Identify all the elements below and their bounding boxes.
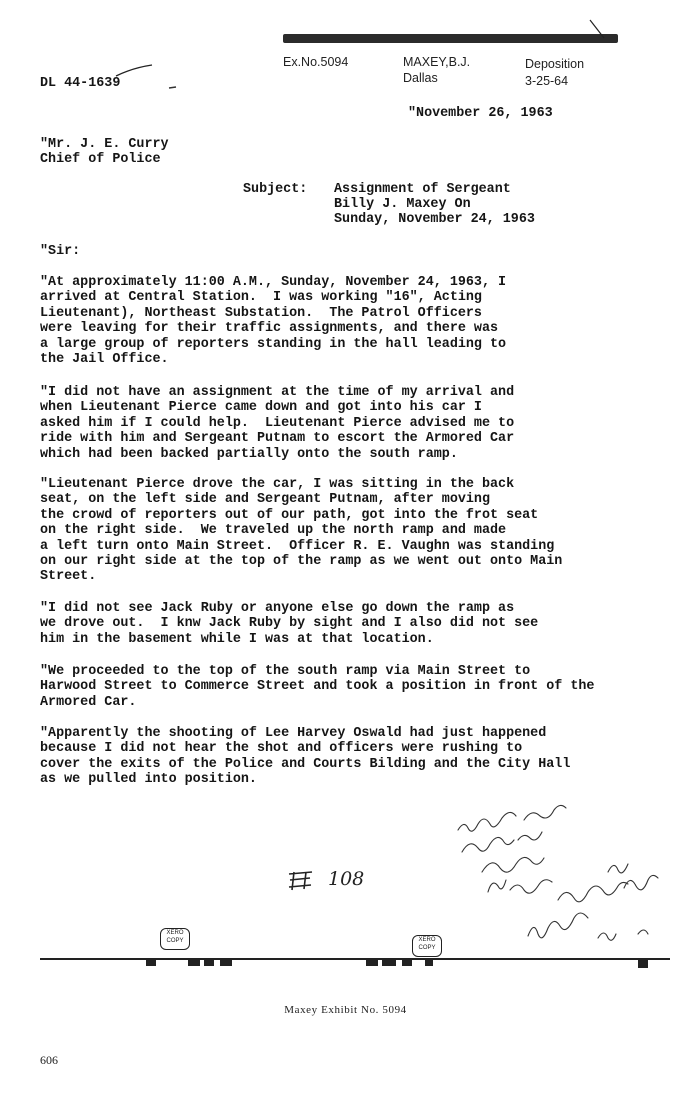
- xero-copy-stamp-1: XERO COPY: [160, 928, 190, 950]
- paragraph-line: arrived at Central Station. I was working "16", Acting: [40, 290, 482, 306]
- handwritten-page-ref: 108: [328, 868, 365, 890]
- stamp-type: Deposition: [525, 57, 585, 71]
- file-number-checkmark: [114, 64, 154, 78]
- stray-mark: [168, 84, 178, 90]
- paragraph-line: Lieutenant), Northeast Substation. The Patrol Officers: [40, 305, 482, 321]
- rule-artifacts: [140, 952, 660, 972]
- paragraph-line: Harwood Street to Commerce Street and took a position in front of the: [40, 679, 595, 695]
- paragraph-line: Armored Car.: [40, 694, 137, 710]
- paragraph-1: [40, 275, 670, 367]
- paragraph-3: [40, 477, 670, 585]
- paragraph-line: we drove out. I knw Jack Ruby by sight and I also did not see: [40, 616, 539, 632]
- subject-line-1: Assignment of Sergeant: [334, 182, 511, 197]
- scribble-mark: [286, 870, 316, 892]
- paragraph-2: [40, 385, 670, 462]
- paragraph-5: [40, 664, 670, 710]
- paragraph-line: a left turn onto Main Street. Officer R. E. Vaughn was standing: [40, 538, 555, 554]
- exhibit-caption: Maxey Exhibit No. 5094: [284, 1004, 407, 1016]
- stamp-date: 3-25-64: [525, 74, 569, 88]
- addressee-title: Chief of Police: [40, 152, 161, 167]
- header-bar: [283, 34, 618, 43]
- paragraph-line: Street.: [40, 569, 97, 585]
- paragraph-line: "I did not have an assignment at the time of my arrival and: [40, 385, 515, 400]
- page-number: 606: [40, 1053, 58, 1067]
- paragraph-line: asked him if I could help. Lieutenant Pierce advised me to: [40, 415, 515, 431]
- paragraph-line: on the right side. We traveled up the north ramp and made: [40, 523, 507, 539]
- addressee-name: "Mr. J. E. Curry: [40, 137, 169, 152]
- paragraph-line: the Jail Office.: [40, 352, 169, 368]
- paragraph-line: a large group of reporters standing in the hall leading to: [40, 336, 507, 352]
- paragraph-line: "Apparently the shooting of Lee Harvey Oswald had just happened: [40, 726, 547, 741]
- witness-name: MAXEY,B.J.: [403, 55, 471, 69]
- paragraph-line: "At approximately 11:00 A.M., Sunday, November 24, 1963, I: [40, 275, 507, 290]
- paragraph-line: cover the exits of the Police and Courts Bilding and the City Hall: [40, 756, 571, 772]
- paragraph-line: ride with him and Sergeant Putnam to escort the Armored Car: [40, 431, 515, 447]
- paragraph-4: [40, 601, 670, 647]
- file-number: DL 44-1639: [40, 76, 121, 91]
- exhibit-label: Ex.No.5094: [283, 55, 349, 69]
- paragraph-line: because I did not hear the shot and officers were rushing to: [40, 741, 523, 757]
- subject-line-3: Sunday, November 24, 1963: [334, 212, 535, 227]
- subject-line-2: Billy J. Maxey On: [334, 197, 471, 212]
- corner-tick-mark: [588, 18, 608, 40]
- paragraph-line: when Lieutenant Pierce came down and got into his car I: [40, 400, 482, 416]
- paragraph-line: him in the basement while I was at that location.: [40, 631, 434, 647]
- subject-label: Subject:: [243, 182, 308, 197]
- paragraph-line: the crowd of reporters out of our path, got into the frot seat: [40, 507, 539, 523]
- paragraph-line: seat, on the left side and Sergeant Putnam, after moving: [40, 492, 490, 508]
- xero-copy-stamp-2: XERO COPY: [412, 935, 442, 957]
- handwritten-signature: [448, 760, 678, 960]
- paragraph-line: were leaving for their traffic assignments, and there was: [40, 321, 499, 337]
- paragraph-line: "I did not see Jack Ruby or anyone else go down the ramp as: [40, 601, 515, 616]
- paragraph-line: which had been backed partially onto the south ramp.: [40, 446, 458, 462]
- paragraph-line: on our right side at the top of the ramp as we went out onto Main: [40, 554, 563, 570]
- paragraph-line: as we pulled into position.: [40, 772, 257, 788]
- paragraph-line: "Lieutenant Pierce drove the car, I was sitting in the back: [40, 477, 515, 492]
- salutation: "Sir:: [40, 244, 81, 259]
- paragraph-line: "We proceeded to the top of the south ramp via Main Street to: [40, 664, 531, 679]
- witness-location: Dallas: [403, 71, 438, 85]
- letter-date: "November 26, 1963: [408, 106, 553, 121]
